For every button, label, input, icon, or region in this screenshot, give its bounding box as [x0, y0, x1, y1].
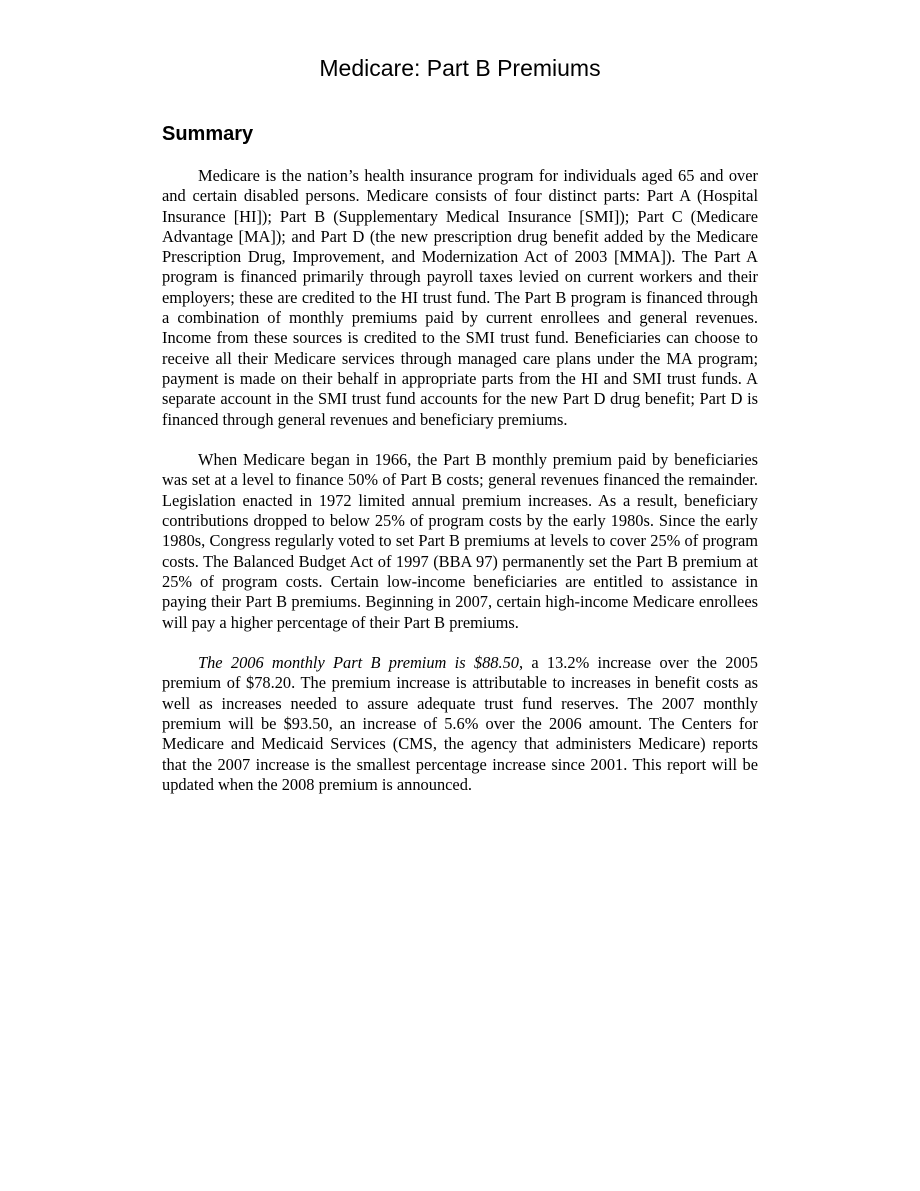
summary-paragraph-3-text: , a 13.2% increase over the 2005 premium of $78.20. The premium increase is attributable to increases in benefit costs as well as increases needed to assure adequate trust fund reserves. The 2007 monthly premium will be $93.50, an increase of 5.6% over the 2006 amount. The Centers for Medicare and Medicaid Services (CMS, the agency that administers Medicare) reports that the 2007 increase is the smallest percentage increase since 2001. This report will be updated when the 2008 premium is announced.	[162, 653, 758, 794]
premium-2006-emphasis: The 2006 monthly Part B premium is $88.50	[198, 653, 519, 673]
summary-body	[162, 166, 758, 816]
document-title: Medicare: Part B Premiums	[319, 55, 601, 81]
summary-paragraph-2: When Medicare began in 1966, the Part B monthly premium paid by beneficiaries was set at a level to finance 50% of Part B costs; general revenues financed the remainder. Legislation enacted in 1972 limited annual premium increases. As a result, beneficiary contributions dropped to below 25% of program costs by the early 1980s. Since the early 1980s, Congress regularly voted to set Part B premiums at levels to cover 25% of program costs. The Balanced Budget Act of 1997 (BBA 97) permanently set the Part B premium at 25% of program costs. Certain low-income beneficiaries are entitled to assistance in paying their Part B premiums. Beginning in 2007, certain high-income Medicare enrollees will pay a higher percentage of their Part B premiums.	[162, 450, 758, 632]
summary-paragraph-1: Medicare is the nation’s health insurance program for individuals aged 65 and over and certain disabled persons. Medicare consists of four distinct parts: Part A (Hospital Insurance [HI]); Part B (Supplementary Medical Insurance [SMI]); Part C (Medicare Advantage [MA]); and Part D (the new prescription drug benefit added by the Medicare Prescription Drug, Improvement, and Modernization Act of 2003 [MMA]). The Part A program is financed primarily through payroll taxes levied on current workers and their employers; these are credited to the HI trust fund. The Part B program is financed through a combination of monthly premiums paid by current enrollees and general revenues. Income from these sources is credited to the SMI trust fund. Beneficiaries can choose to receive all their Medicare services through managed care plans under the MA program; payment is made on their behalf in appropriate parts from the HI and SMI trust funds. A separate account in the SMI trust fund accounts for the new Part D drug benefit; Part D is financed through general revenues and beneficiary premiums.	[162, 166, 758, 429]
summary-heading: Summary	[162, 123, 254, 145]
summary-paragraph-3	[162, 653, 758, 795]
